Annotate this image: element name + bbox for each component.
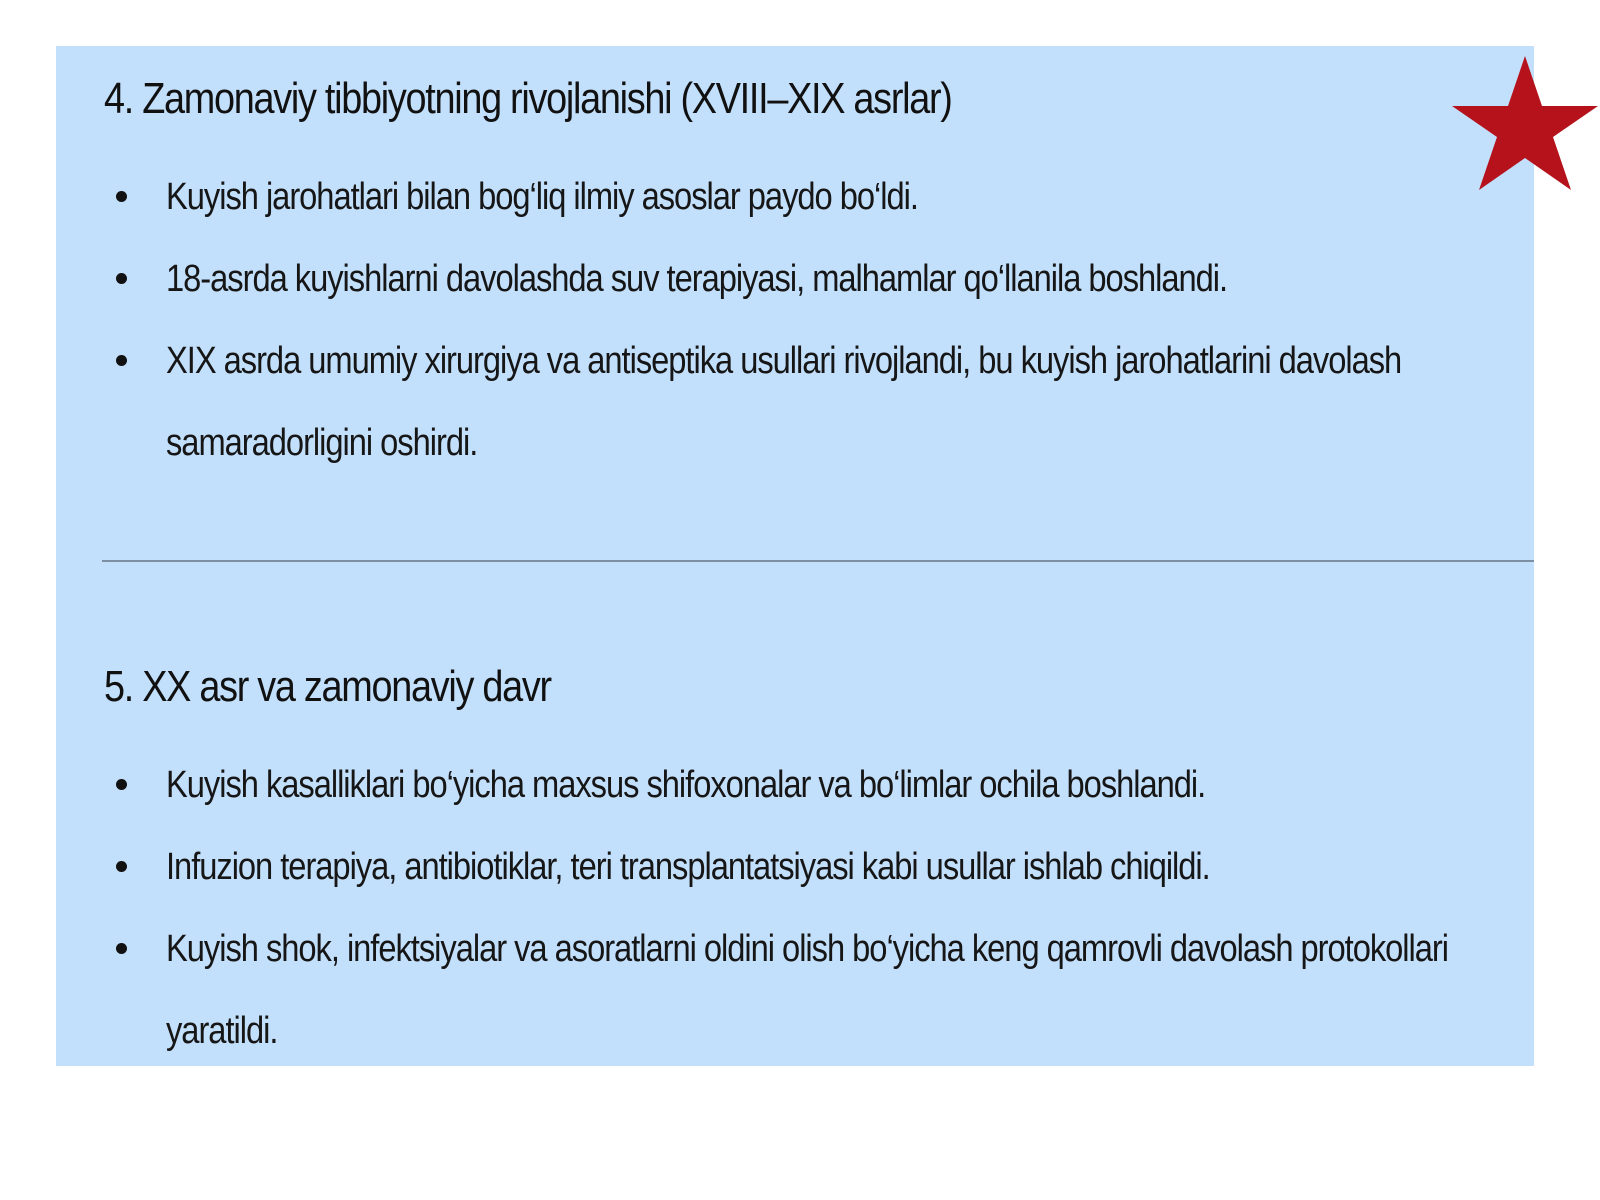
section-divider [102, 560, 1534, 562]
list-item [56, 238, 1526, 320]
section-4-title: 4. Zamonaviy tibbiyotning rivojlanishi (XVIII–XIX asrlar) [104, 74, 952, 123]
bullet-icon [116, 861, 127, 872]
bullet-text: XIX asrda umumiy xirurgiya va antiseptika usullari rivojlandi, bu kuyish jarohatlarini davolash samaradorligini oshirdi. [166, 340, 1402, 464]
bullet-icon [116, 943, 127, 954]
bullet-icon [116, 355, 127, 366]
bullet-text: 18-asrda kuyishlarni davolashda suv terapiyasi, malhamlar qo‘llanila boshlandi. [166, 258, 1228, 300]
bullet-text: Kuyish jarohatlari bilan bog‘liq ilmiy asoslar paydo bo‘ldi. [166, 176, 918, 218]
bullet-text: Kuyish kasalliklari bo‘yicha maxsus shifoxonalar va bo‘limlar ochila boshlandi. [166, 764, 1206, 806]
star-icon [1450, 54, 1600, 194]
bullet-icon [116, 779, 127, 790]
list-item [56, 744, 1526, 826]
list-item [56, 320, 1526, 484]
bullet-text: Kuyish shok, infektsiyalar va asoratlarni oldini olish bo‘yicha keng qamrovli davolash protokollari yaratildi. [166, 928, 1448, 1052]
bullet-text: Infuzion terapiya, antibiotiklar, teri transplantatsiyasi kabi usullar ishlab chiqildi. [166, 846, 1210, 888]
list-item [56, 908, 1526, 1072]
content-panel [56, 46, 1534, 1066]
section-4-bullet-list [56, 156, 1526, 484]
list-item [56, 826, 1526, 908]
bullet-icon [116, 273, 127, 284]
section-5-title: 5. XX asr va zamonaviy davr [104, 662, 551, 711]
bullet-icon [116, 191, 127, 202]
list-item [56, 156, 1526, 238]
section-5-bullet-list [56, 744, 1526, 1072]
